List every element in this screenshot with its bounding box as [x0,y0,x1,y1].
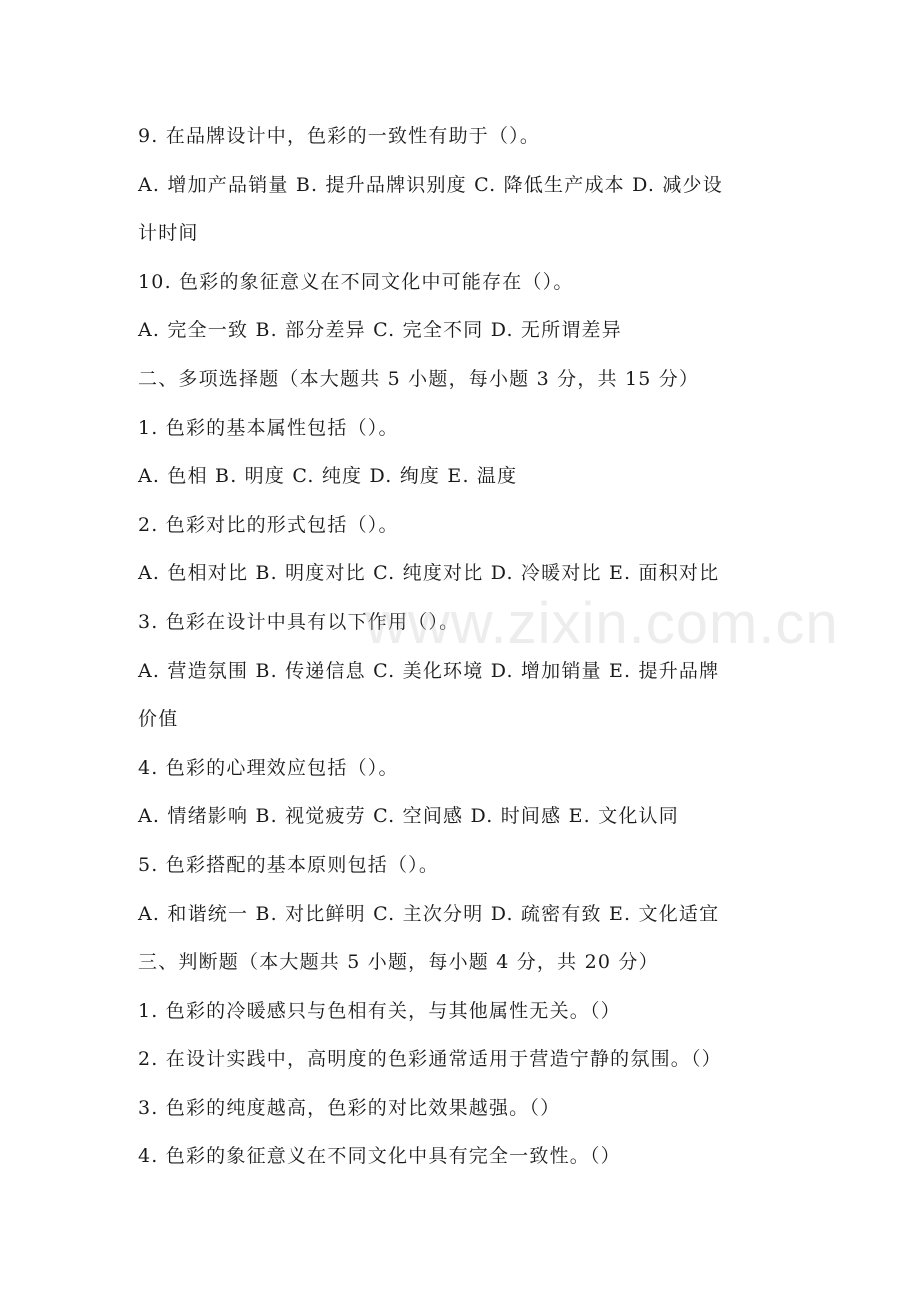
text-line: A. 色相 B. 明度 C. 纯度 D. 绚度 E. 温度 [138,465,518,488]
text-line: 5. 色彩搭配的基本原则包括（）。 [138,853,440,876]
text-line: 2. 在设计实践中，高明度的色彩通常适用于营造宁静的氛围。（） [138,1048,722,1071]
text-line: A. 增加产品销量 B. 提升品牌识别度 C. 降低生产成本 D. 减少设 [138,173,723,196]
text-line: 9. 在品牌设计中，色彩的一致性有助于（）。 [138,125,541,147]
section-heading: 二、多项选择题（本大题共 5 小题，每小题 3 分，共 15 分） [138,367,700,390]
text-line: 2. 色彩对比的形式包括（）。 [138,513,399,536]
text-line: 3. 色彩的纯度越高，色彩的对比效果越强。（） [138,1096,561,1119]
text-line: A. 完全一致 B. 部分差异 C. 完全不同 D. 无所谓差异 [138,319,622,342]
text-line: 4. 色彩的象征意义在不同文化中具有完全一致性。（） [138,1145,621,1168]
text-line: A. 和谐统一 B. 对比鲜明 C. 主次分明 D. 疏密有致 E. 文化适宜 [138,902,720,925]
text-line: 1. 色彩的基本属性包括（）。 [138,416,399,439]
text-line: 10. 色彩的象征意义在不同文化中可能存在（）。 [138,270,574,293]
text-line: A. 情绪影响 B. 视觉疲劳 C. 空间感 D. 时间感 E. 文化认同 [138,805,679,828]
text-line: 价值 [138,708,179,731]
section-heading: 三、判断题（本大题共 5 小题，每小题 4 分，共 20 分） [138,951,659,974]
watermark: www.zixin.com.cn [365,591,839,656]
text-line: 计时间 [138,222,199,245]
text-line: 3. 色彩在设计中具有以下作用（）。 [138,610,460,633]
text-line: A. 色相对比 B. 明度对比 C. 纯度对比 D. 冷暖对比 E. 面积对比 [138,562,720,585]
text-line: 1. 色彩的冷暖感只与色相有关，与其他属性无关。（） [138,999,621,1022]
text-line: A. 营造氛围 B. 传递信息 C. 美化环境 D. 增加销量 E. 提升品牌 [138,659,720,682]
text-line: 4. 色彩的心理效应包括（）。 [138,756,399,779]
